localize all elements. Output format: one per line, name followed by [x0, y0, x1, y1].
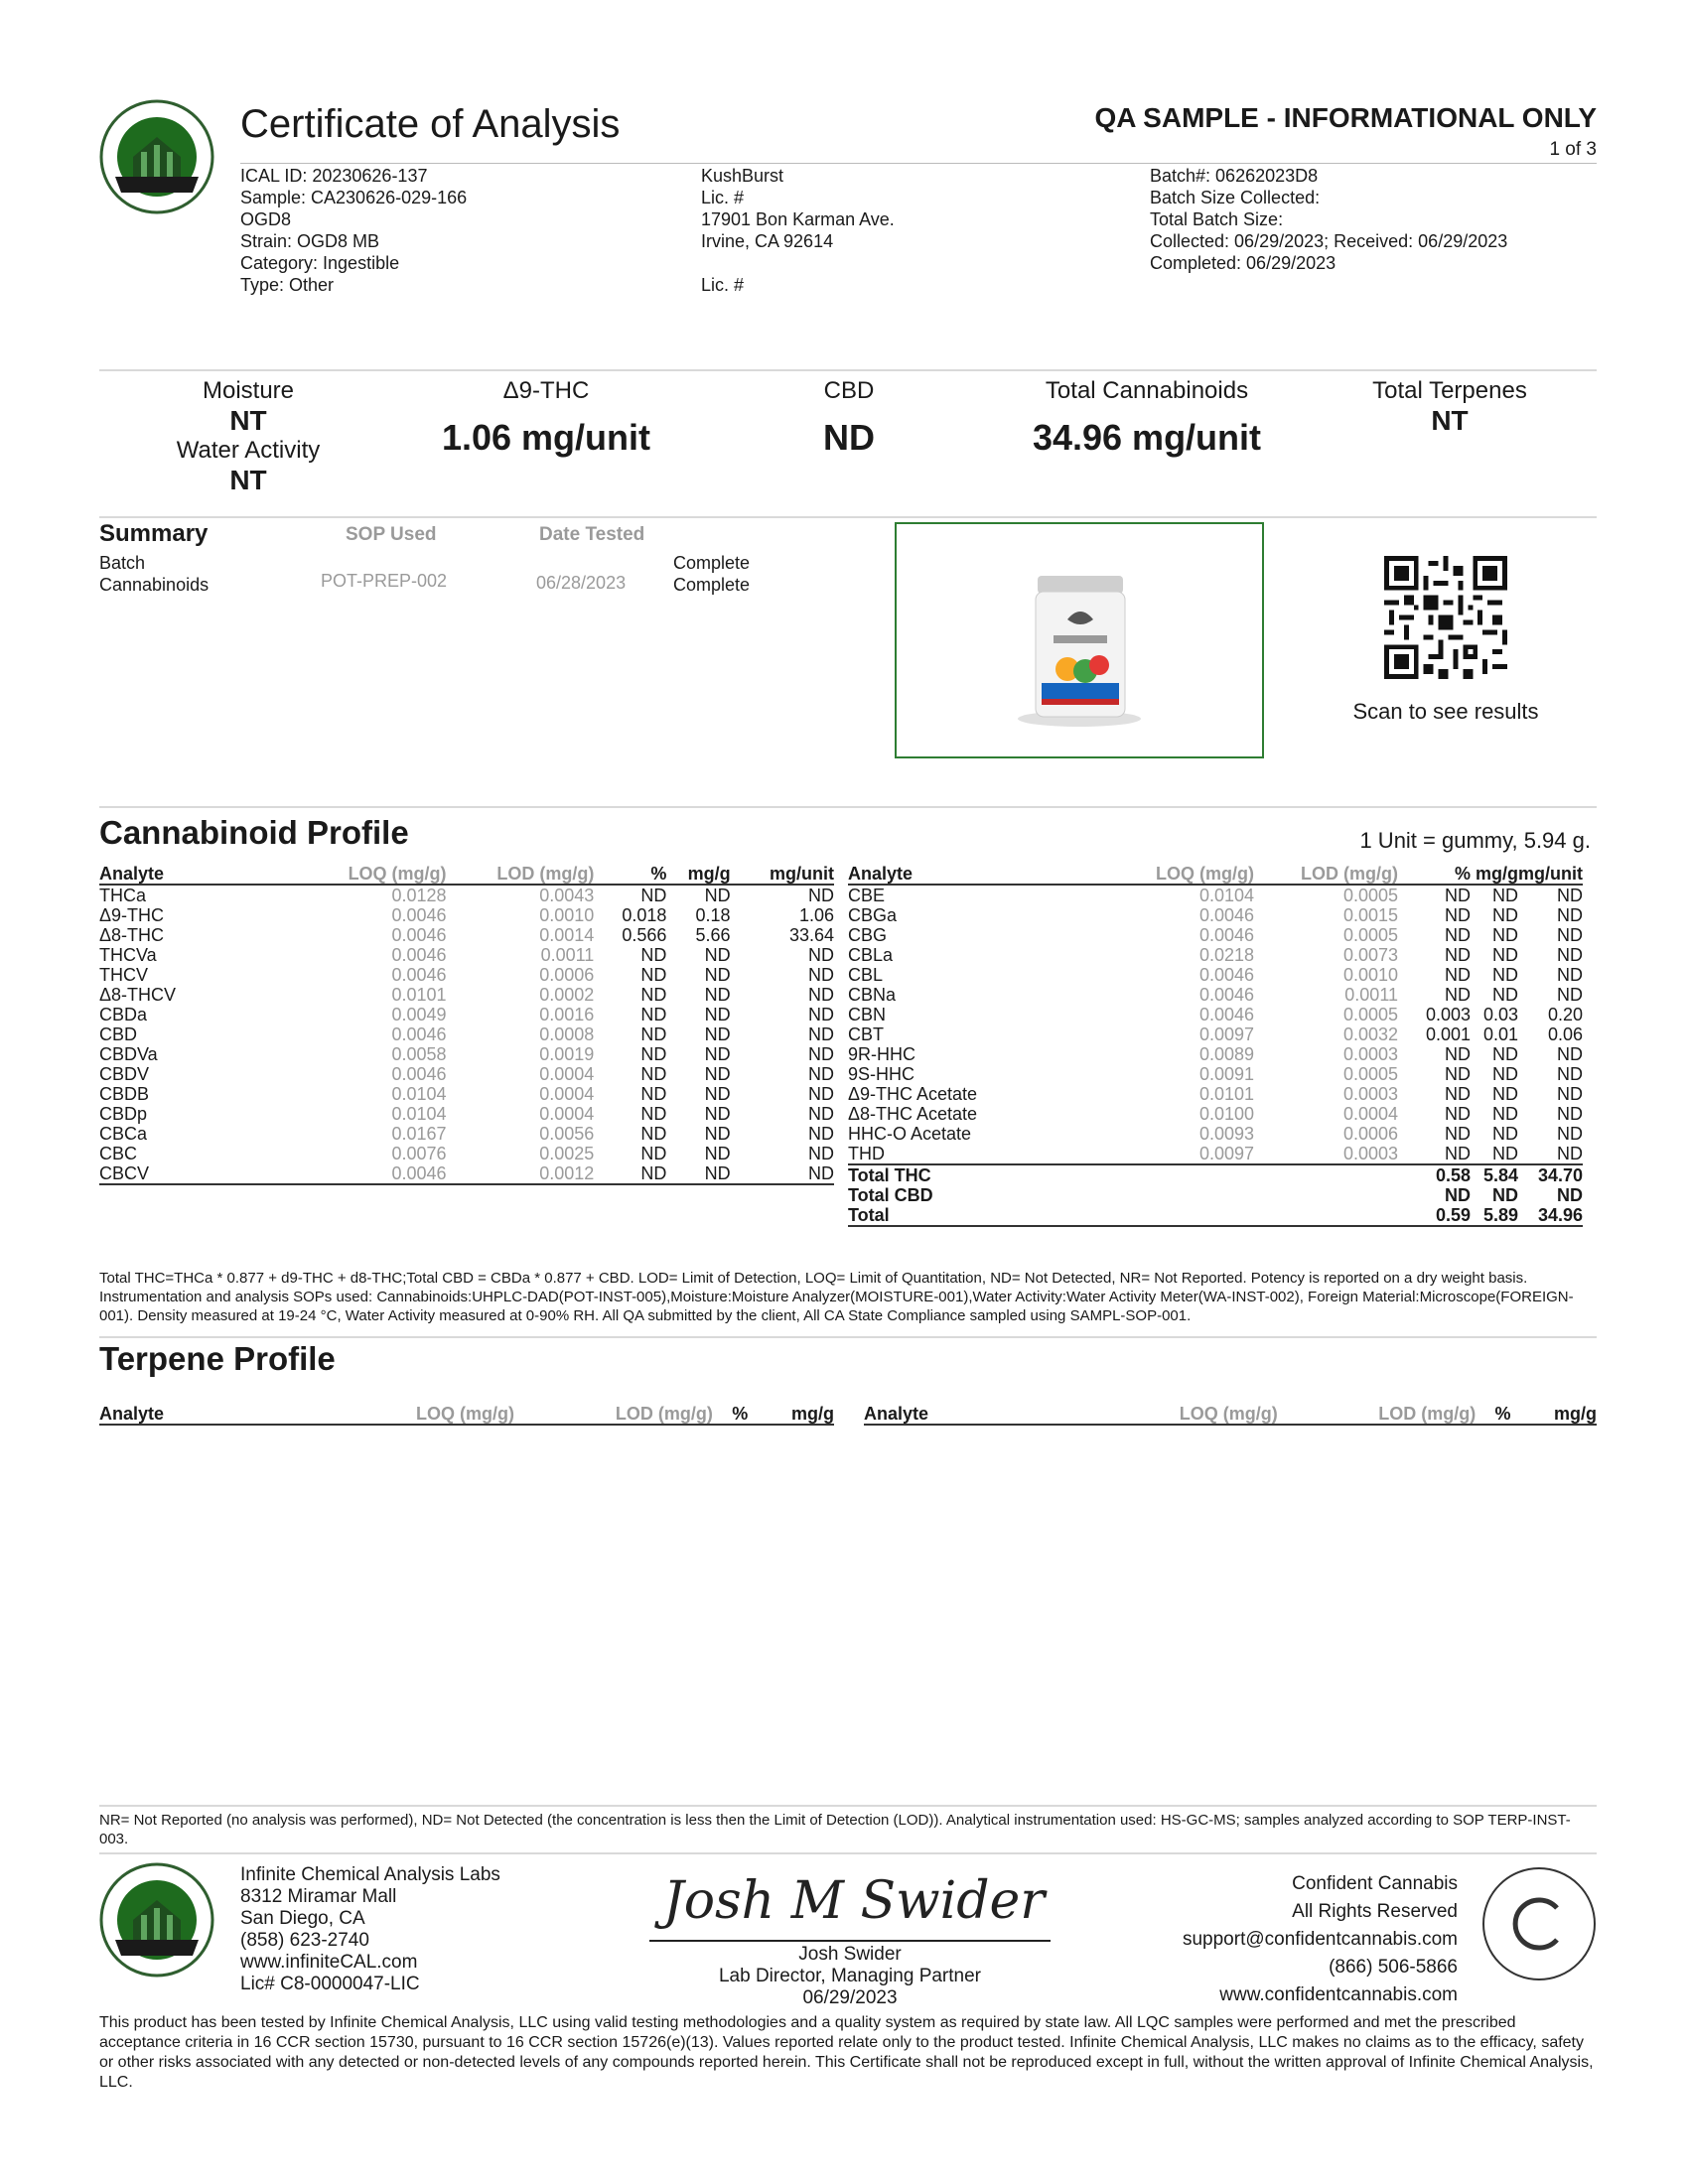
confident-cannabis-seal — [1479, 1864, 1599, 1983]
table-row: 9S-HHC 0.0091 0.0005 ND ND ND — [848, 1064, 1583, 1084]
table-row: CBDp 0.0104 0.0004 ND ND ND — [99, 1104, 834, 1124]
cannabinoid-table-left — [99, 864, 834, 1185]
table-row: CBCa 0.0167 0.0056 ND ND ND — [99, 1124, 834, 1144]
client-info: KushBurst Lic. # 17901 Bon Karman Ave. Irvine, CA 92614 Lic. # — [701, 166, 895, 295]
cannabinoid-table-right — [848, 864, 1583, 1227]
summary-sop: POT-PREP-002 — [321, 571, 448, 591]
kpi-total-terpenes: Total Terpenes NT — [1372, 377, 1527, 436]
table-row: CBDB 0.0104 0.0004 ND ND ND — [99, 1084, 834, 1104]
table-row: THD 0.0097 0.0003 ND ND ND — [848, 1144, 1583, 1163]
table-header: Analyte LOQ (mg/g) LOD (mg/g) % mg/g — [99, 1404, 834, 1424]
summary-date: 06/28/2023 — [536, 573, 627, 593]
total-row: Total THC 0.58 5.84 34.70 — [848, 1165, 1583, 1185]
unit-note: 1 Unit = gummy, 5.94 g. — [1359, 828, 1591, 853]
table-row: Δ9-THC 0.0046 0.0010 0.018 0.18 1.06 — [99, 905, 834, 925]
table-row: CBDVa 0.0058 0.0019 ND ND ND — [99, 1044, 834, 1064]
table-row: Δ8-THC Acetate 0.0100 0.0004 ND ND ND — [848, 1104, 1583, 1124]
kpi-moisture: Moisture NT Water Activity NT — [176, 377, 321, 495]
terpene-title: Terpene Profile — [99, 1340, 336, 1377]
summary-title: Summary — [99, 520, 209, 547]
lab-logo-footer — [97, 1860, 216, 1979]
table-row: THCa 0.0128 0.0043 ND ND ND — [99, 886, 834, 905]
batch-info: Batch#: 06262023D8 Batch Size Collected: Total Batch Size: Collected: 06/29/2023; Received: 06/29/2023 Completed: 06/29/2023 — [1150, 166, 1508, 273]
summary-status: Complete Complete — [673, 553, 751, 595]
kpi-total-cannabinoids: Total Cannabinoids 34.96 mg/unit — [1032, 377, 1262, 458]
summary-names: Batch Cannabinoids — [99, 553, 210, 595]
table-row: CBG 0.0046 0.0005 ND ND ND — [848, 925, 1583, 945]
terpene-table-right — [864, 1404, 1597, 1426]
qr-caption: Scan to see results — [1352, 699, 1539, 724]
sample-info: ICAL ID: 20230626-137 Sample: CA230626-029-166 OGD8 Strain: OGD8 MB Category: Ingestible Type: Other — [240, 166, 468, 295]
table-row: CBL 0.0046 0.0010 ND ND ND — [848, 965, 1583, 985]
table-row: Δ8-THCV 0.0101 0.0002 ND ND ND — [99, 985, 834, 1005]
table-row: CBE 0.0104 0.0005 ND ND ND — [848, 886, 1583, 905]
table-row: Δ8-THC 0.0046 0.0014 0.566 5.66 33.64 — [99, 925, 834, 945]
total-row: Total CBD ND ND ND — [848, 1185, 1583, 1205]
kpi-d9-thc: Δ9-THC 1.06 mg/unit — [441, 377, 651, 458]
table-row: CBDV 0.0046 0.0004 ND ND ND — [99, 1064, 834, 1084]
table-row: 9R-HHC 0.0089 0.0003 ND ND ND — [848, 1044, 1583, 1064]
sop-header: SOP Used — [346, 524, 437, 545]
table-row: CBCV 0.0046 0.0012 ND ND ND — [99, 1163, 834, 1183]
cc-contact: Confident Cannabis All Rights Reserved support@confidentcannabis.com (866) 506-5866 www.confidentcannabis.com — [1183, 1870, 1458, 2009]
table-header: Analyte LOQ (mg/g) LOD (mg/g) % mg/g mg/unit — [99, 864, 834, 884]
cannabinoid-title: Cannabinoid Profile — [99, 814, 409, 851]
page-number: 1 of 3 — [1549, 139, 1597, 160]
signature-line — [649, 1940, 1051, 1942]
table-row: CBN 0.0046 0.0005 0.003 0.03 0.20 — [848, 1005, 1583, 1024]
signer-block: Josh Swider Lab Director, Managing Partner 06/29/2023 — [718, 1944, 982, 2008]
table-header: Analyte LOQ (mg/g) LOD (mg/g) % mg/g mg/unit — [848, 864, 1583, 884]
terpene-note: NR= Not Reported (no analysis was performed), ND= Not Detected (the concentration is less then the Limit of Detection (LOD)). Analytical instrumentation used: HS-GC-MS; samples analyzed according to SOP TERP-INST-003. — [99, 1812, 1571, 1847]
table-header: Analyte LOQ (mg/g) LOD (mg/g) % mg/g — [864, 1404, 1597, 1424]
table-row: CBDa 0.0049 0.0016 ND ND ND — [99, 1005, 834, 1024]
page-title: Certificate of Analysis — [240, 102, 621, 146]
qa-banner: QA SAMPLE - INFORMATIONAL ONLY — [1094, 102, 1597, 133]
table-row: THCV 0.0046 0.0006 ND ND ND — [99, 965, 834, 985]
table-row: HHC-O Acetate 0.0093 0.0006 ND ND ND — [848, 1124, 1583, 1144]
table-row: Δ9-THC Acetate 0.0101 0.0003 ND ND ND — [848, 1084, 1583, 1104]
cc-email-link[interactable]: support@confidentcannabis.com — [1182, 1929, 1458, 1950]
table-row: CBLa 0.0218 0.0073 ND ND ND — [848, 945, 1583, 965]
total-row: Total 0.59 5.89 34.96 — [848, 1205, 1583, 1225]
product-image-frame — [895, 522, 1264, 758]
table-row: THCVa 0.0046 0.0011 ND ND ND — [99, 945, 834, 965]
cannabinoid-note: Total THC=THCa * 0.877 + d9-THC + d8-THC;Total CBD = CBDa * 0.877 + CBD. LOD= Limit of Detection, LOQ= Limit of Quantitation, ND= Not Detected, NR= Not Reported. Potency is reported on a dry weight basis. Instrumentation and analysis SOPs used: Cannabinoids:UHPLC-DAD(POT-INST-005),Moisture:Moisture Analyzer(MOISTURE-001),Water Activity:Water Activity Meter(WA-INST-002), Foreign Material:Microscope(FOREIGN-001). Density measured at 19-24 °C, Water Activity measured at 0-90% RH. All QA submitted by the client, All CA State Compliance sampled using SAMPL-SOP-001. — [99, 1270, 1574, 1324]
kpi-cbd: CBD ND — [823, 377, 875, 458]
disclaimer: This product has been tested by Infinite Chemical Analysis, LLC using valid testing methodologies and a quality system as required by state law. All LQC samples were performed and met the prescribed acceptance criteria in 16 CCR section 15730, pursuant to 16 CCR section 15726(e)(13). Values reported relate only to the product tested. Infinite Chemical Analysis, LLC makes no claims as to the efficacy, safety or other risks associated with any detected or non-detected levels of any compounds reported herein. This Certificate shall not be reproduced except in full, without the written approval of Infinite Chemical Analysis, LLC. — [99, 2014, 1594, 2091]
table-row: CBGa 0.0046 0.0015 ND ND ND — [848, 905, 1583, 925]
table-row: CBNa 0.0046 0.0011 ND ND ND — [848, 985, 1583, 1005]
table-row: CBD 0.0046 0.0008 ND ND ND — [99, 1024, 834, 1044]
product-photo — [897, 524, 1262, 756]
table-row: CBT 0.0097 0.0032 0.001 0.01 0.06 — [848, 1024, 1583, 1044]
table-row: CBC 0.0076 0.0025 ND ND ND — [99, 1144, 834, 1163]
date-header: Date Tested — [539, 524, 645, 545]
signature: Josh M Swider — [662, 1871, 1046, 1931]
lab-logo — [97, 97, 216, 216]
cc-website-link[interactable]: www.confidentcannabis.com — [1219, 1984, 1458, 2005]
terpene-table-left — [99, 1404, 834, 1426]
lab-address: Infinite Chemical Analysis Labs 8312 Miramar Mall San Diego, CA (858) 623-2740 www.infiniteCAL.com Lic# C8-0000047-LIC — [240, 1864, 500, 1994]
qr-code[interactable] — [1384, 556, 1507, 679]
